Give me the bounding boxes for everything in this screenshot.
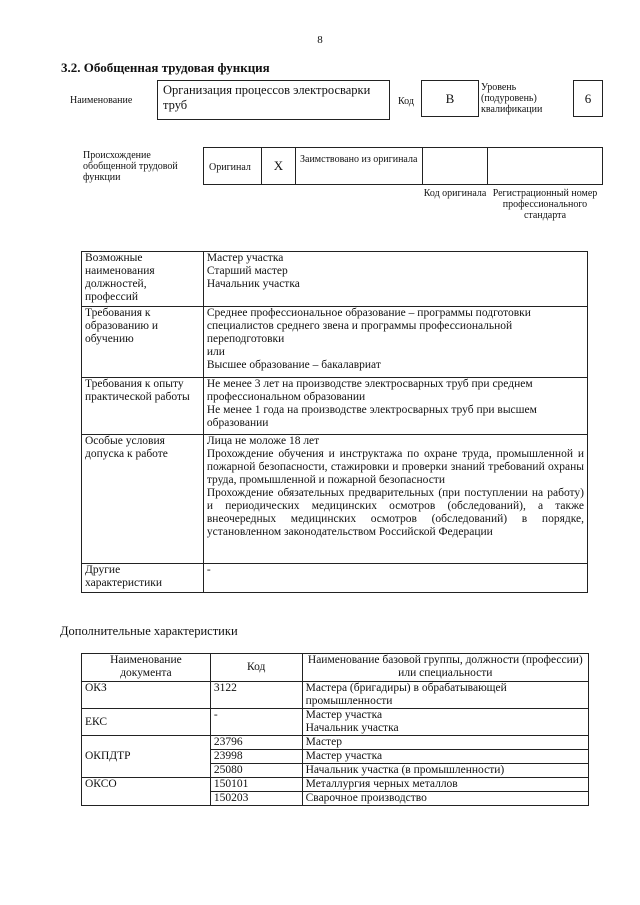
name-label: Наименование [70, 95, 133, 106]
original-code-cell [422, 147, 488, 185]
header-name: Наименование базовой группы, должности (профессии) или специальности [302, 654, 588, 682]
header-code: Код [210, 654, 302, 682]
row-label: Возможные наименования должностей, профессий [82, 252, 204, 307]
code-cell: 23796 [210, 736, 302, 750]
header-doc: Наименование документа [82, 654, 211, 682]
row-label: Требования к опыту практической работы [82, 378, 204, 435]
text-line: Старший мастер [206, 265, 288, 277]
text-line: Прохождение обязательных предварительных (при поступлении на работу) и периодических медицинских осмотров (обследований), а также внеочередных медицинских осмотров (обследований) в порядке, установленном законодательством Российской Федерации [206, 487, 584, 538]
text-line: или [206, 346, 225, 358]
page-number: 8 [317, 34, 323, 46]
row-value [203, 435, 587, 564]
name-cell [302, 709, 588, 736]
text-line: Среднее профессиональное образование – программы подготовки специалистов среднего звена и программы профессиональной переподготовки [206, 307, 531, 345]
reg-number-cell [487, 147, 603, 185]
borrowed-label: Заимствовано из оригинала [295, 147, 423, 185]
extra-title: Дополнительные характеристики [60, 624, 238, 638]
table-row [82, 252, 588, 307]
row-value [203, 564, 587, 593]
table-row [82, 736, 589, 750]
doc-cell: ОКСО [82, 778, 211, 806]
row-label: Другие характеристики [82, 564, 204, 593]
name-cell: Начальник участка (в промышленности) [302, 764, 588, 778]
text-line: Мастер участка [305, 709, 383, 721]
row-label: Требования к образованию и обучению [82, 307, 204, 378]
text-line: - [206, 564, 211, 576]
code-cell: 3122 [210, 682, 302, 709]
text-line: Не менее 1 года на производстве электросварных труб при высшем образовании [206, 404, 537, 429]
code-cell: 23998 [210, 750, 302, 764]
reg-caption: Регистрационный номер профессионального стандарта [492, 188, 598, 221]
code-cell: 150101 [210, 778, 302, 792]
level-value: 6 [573, 80, 603, 117]
main-table [81, 251, 588, 593]
code-value: B [421, 80, 479, 117]
name-cell: Металлургия черных металлов [302, 778, 588, 792]
origin-label: Происхождение обобщенной трудовой функции [83, 150, 178, 183]
doc-cell: ЕКС [82, 709, 211, 736]
name-value: Организация процессов электросварки труб [157, 80, 390, 120]
table-row [82, 709, 589, 736]
doc-cell: ОКЗ [82, 682, 211, 709]
table-header-row [82, 654, 589, 682]
name-cell: Мастера (бригадиры) в обрабатывающей промышленности [302, 682, 588, 709]
table-row [82, 564, 588, 593]
level-label: Уровень (подуровень) квалификации [481, 82, 543, 115]
name-cell: Мастер [302, 736, 588, 750]
text-line: Начальник участка [305, 722, 399, 734]
code-cell: 25080 [210, 764, 302, 778]
table-row [82, 307, 588, 378]
code-cell: - [210, 709, 302, 736]
extra-table [81, 653, 589, 806]
code-caption: Код оригинала [423, 188, 487, 199]
section-title: 3.2. Обобщенная трудовая функция [61, 60, 270, 75]
text-line: Лица не моложе 18 лет [206, 435, 320, 447]
text-line: Прохождение обучения и инструктажа по охране труда, промышленной и пожарной безопасности, стажировки и проверки знаний требований охраны труда, промышленной и пожарной безопасности [206, 448, 584, 486]
row-value [203, 378, 587, 435]
text-line: Не менее 3 лет на производстве электросварных труб при среднем профессиональном образовании [206, 378, 533, 403]
original-label: Оригинал [209, 162, 251, 173]
table-row [82, 378, 588, 435]
name-cell: Мастер участка [302, 750, 588, 764]
table-row [82, 435, 588, 564]
doc-cell: ОКПДТР [82, 736, 211, 778]
text-line: Мастер участка [206, 252, 284, 264]
row-label: Особые условия допуска к работе [82, 435, 204, 564]
row-value [203, 307, 587, 378]
original-mark: X [261, 147, 296, 185]
name-cell: Сварочное производство [302, 792, 588, 806]
code-cell: 150203 [210, 792, 302, 806]
code-label: Код [398, 96, 414, 107]
row-value [203, 252, 587, 307]
table-row [82, 778, 589, 792]
text-line: Начальник участка [206, 278, 300, 290]
text-line: Высшее образование – бакалавриат [206, 359, 381, 371]
table-row [82, 682, 589, 709]
original-cell [203, 147, 262, 185]
